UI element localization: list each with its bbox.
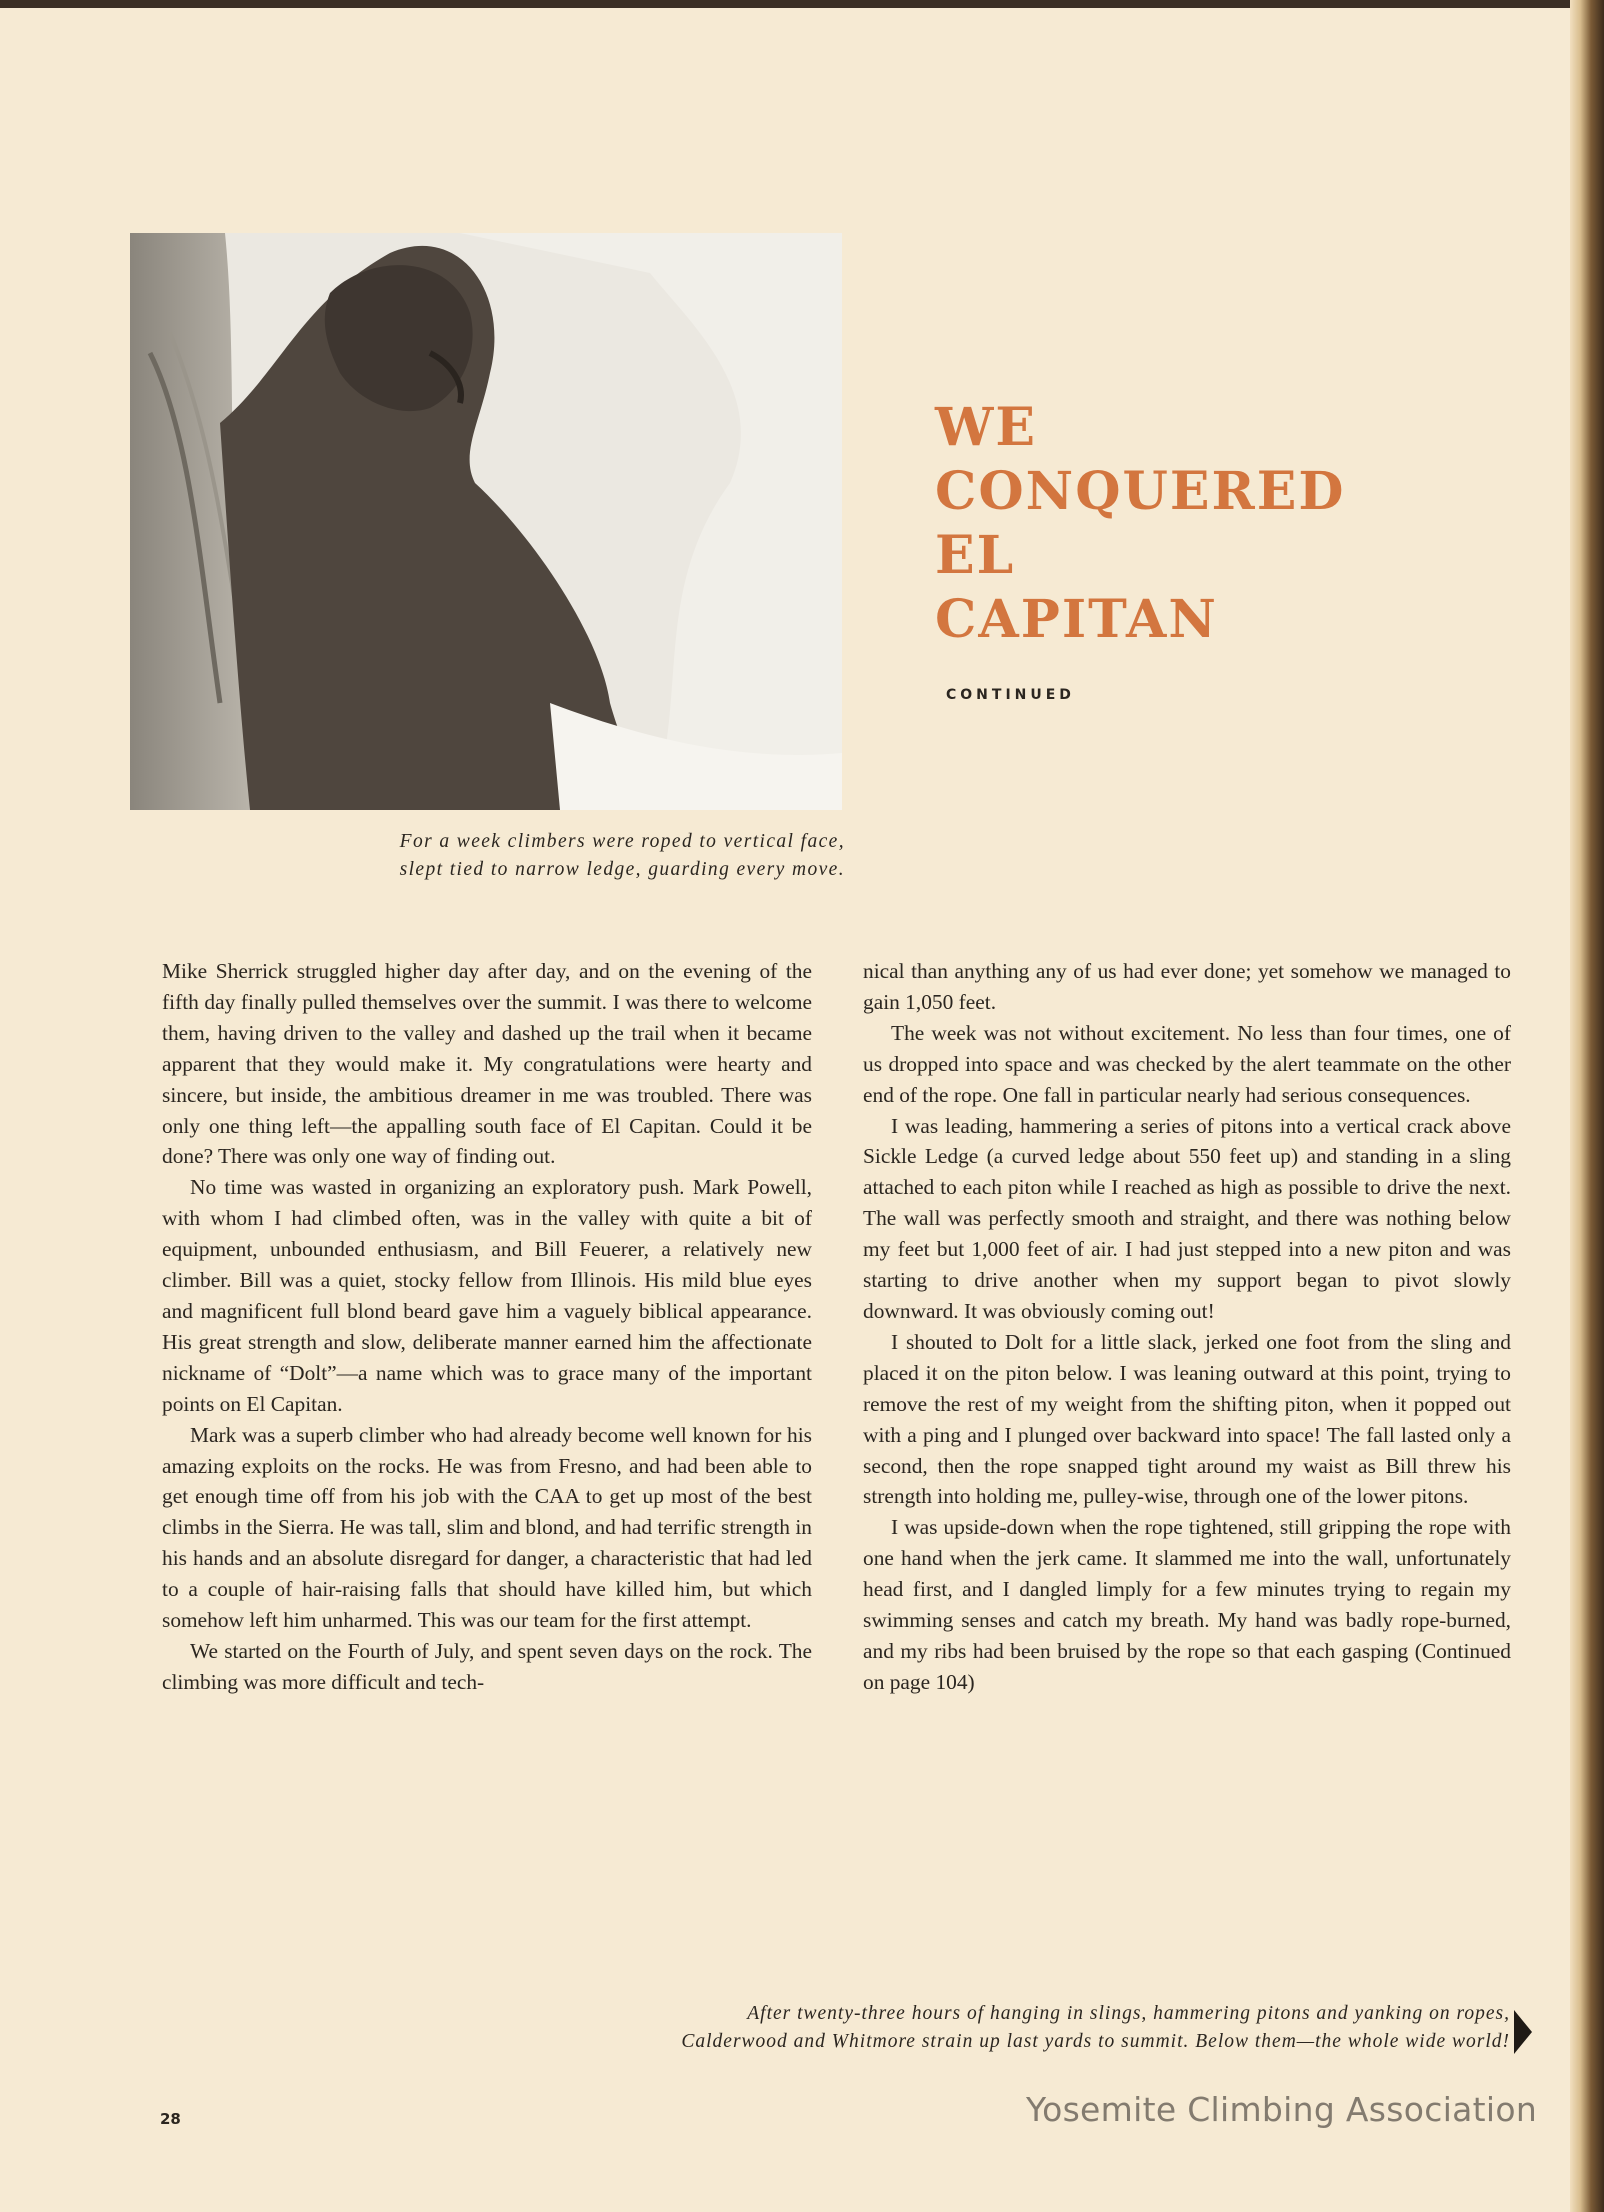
paragraph: nical than anything any of us had ever done; yet somehow we managed to gain 1,050 feet.	[863, 959, 1511, 1014]
caption-line: Calderwood and Whitmore strain up last yards to summit. Below them—the whole wide world!	[681, 2031, 1510, 2052]
page-number: 28	[160, 2110, 181, 2128]
paragraph: I shouted to Dolt for a little slack, jerked one foot from the sling and placed it on the piton below. I was leaning outward at this point, trying to remove the rest of my weight from the shifting piton, when it popped out with a ping and I plunged over backward into space! The fall lasted only a second, then the rope snapped tight around my waist as Bill threw his strength into holding me, pulley-wise, through one of the lower pitons.	[863, 1329, 1511, 1509]
watermark: Yosemite Climbing Association	[1026, 2090, 1538, 2129]
title-line: EL	[935, 525, 1016, 586]
article-column-right	[863, 956, 1511, 1698]
paragraph: I was leading, hammering a series of pitons into a vertical crack above Sickle Ledge (a curved ledge about 550 feet up) and standing in a sling attached to each piton while I reached as high as possible to drive the next. The wall was perfectly smooth and straight, and there was nothing below my feet but 1,000 feet of air. I had just stepped into a new piton and was starting to drive another when my support began to pivot slowly downward. It was obviously coming out!	[863, 1113, 1511, 1323]
title-line: CAPITAN	[935, 589, 1218, 650]
paragraph: I was upside-down when the rope tightened, still gripping the rope with one hand when the jerk came. It slammed me into the wall, unfortunately head first, and I dangled limply for a few minutes trying to regain my swimming senses and catch my breath. My hand was badly rope-burned, and my ribs had been bruised by the rope so that each gasping (Continued on page 104)	[863, 1515, 1511, 1694]
caption-line: For a week climbers were roped to vertical face,	[399, 831, 845, 852]
title-line: CONQUERED	[935, 461, 1346, 522]
page-spine-shadow	[1570, 0, 1604, 2212]
photo-caption-bottom	[440, 2000, 1510, 2056]
caption-line: slept tied to narrow ledge, guarding every move.	[399, 859, 845, 880]
paragraph: The week was not without excitement. No less than four times, one of us dropped into space and was checked by the alert teammate on the other end of the rope. One fall in particular nearly had serious consequences.	[863, 1020, 1511, 1107]
paragraph: Mike Sherrick struggled higher day after day, and on the evening of the fifth day finally pulled themselves over the summit. I was there to welcome them, having driven to the valley and dashed up the trail when it became apparent that they would make it. My congratulations were hearty and sincere, but inside, the ambitious dreamer in me was troubled. There was only one thing left—the appalling south face of El Capitan. Could it be done? There was only one way of finding out.	[162, 959, 812, 1169]
paragraph: No time was wasted in organizing an exploratory push. Mark Powell, with whom I had climbed often, was in the valley with quite a bit of equipment, unbounded enthusiasm, and Bill Feuerer, a relatively new climber. Bill was a quiet, stocky fellow from Illinois. His mild blue eyes and magnificent full blond beard gave him a vaguely biblical appearance. His great strength and slow, deliberate manner earned him the affectionate nickname of “Dolt”—a name which was to grace many of the important points on El Capitan.	[162, 1175, 812, 1416]
climber-photo-illustration	[130, 233, 842, 810]
caption-line: After twenty-three hours of hanging in slings, hammering pitons and yanking on ropes,	[747, 2003, 1510, 2024]
article-title	[935, 396, 1345, 652]
photo-caption-top	[200, 828, 845, 884]
arrow-right-icon	[1514, 2010, 1532, 2054]
paragraph: We started on the Fourth of July, and spent seven days on the rock. The climbing was more difficult and tech-	[162, 1638, 812, 1694]
article-column-left	[162, 956, 812, 1698]
photo-climber-hooded	[130, 233, 842, 810]
continued-label: CONTINUED	[946, 687, 1075, 703]
paragraph: Mark was a superb climber who had already become well known for his amazing exploits on the rocks. He was from Fresno, and had been able to get enough time off from his job with the CAA to get up most of the best climbs in the Sierra. He was tall, slim and blond, and had terrific strength in his hands and an absolute disregard for danger, a characteristic that had led to a couple of hair-raising falls that should have killed him, but which somehow left him unharmed. This was our team for the first attempt.	[162, 1422, 812, 1633]
title-line: WE	[935, 397, 1038, 458]
scan-top-edge	[0, 0, 1604, 8]
